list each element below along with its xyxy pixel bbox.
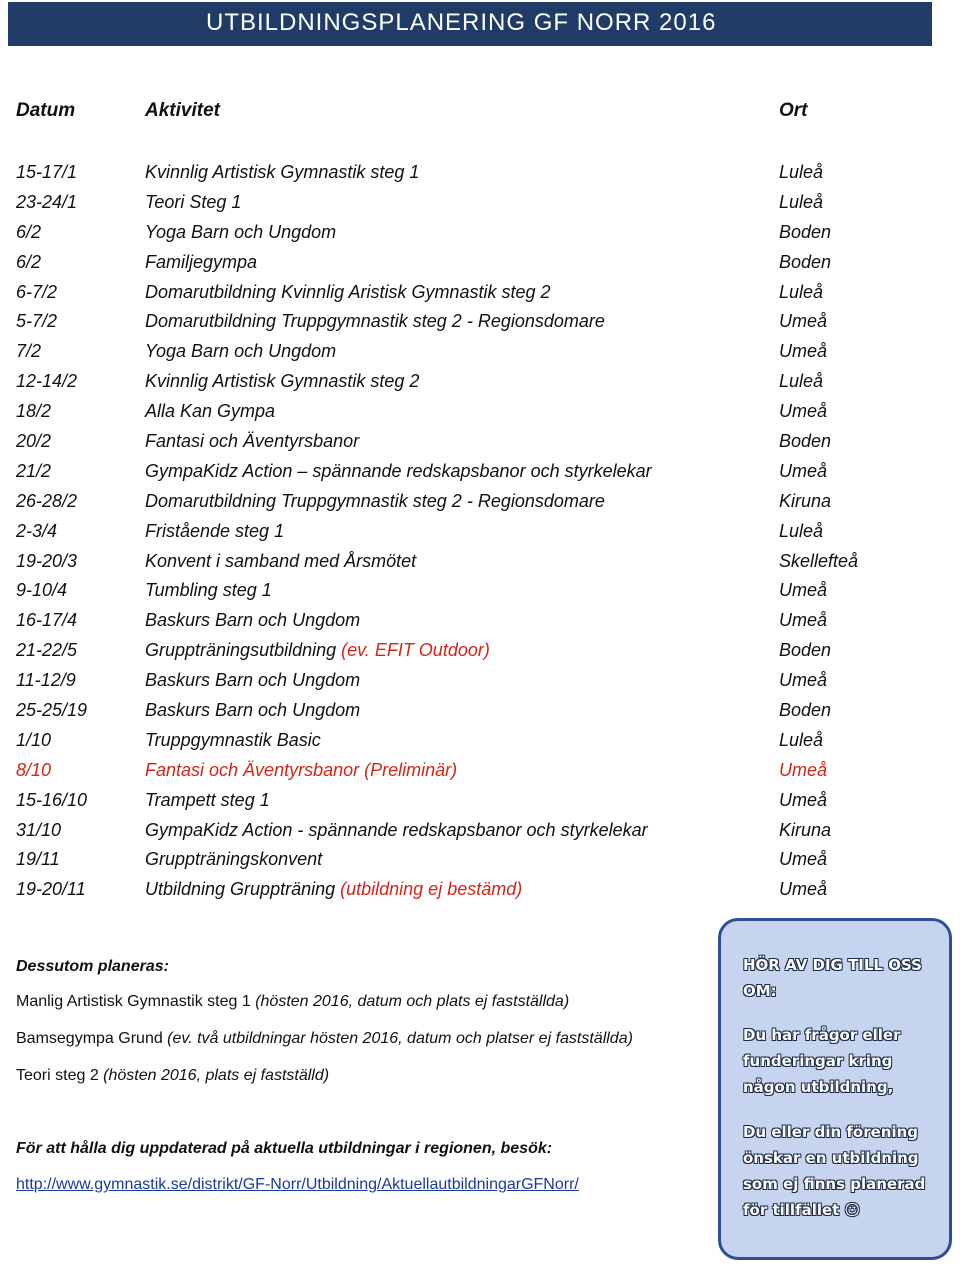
row-activity-name: Alla Kan Gympa (145, 401, 276, 422)
row-place: Umeå (779, 580, 828, 601)
schedule-row (16, 786, 916, 816)
row-date: 26-28/2 (16, 490, 78, 511)
row-activity-name: Yoga Barn och Ungdom (145, 341, 337, 362)
row-date: 2-3/4 (16, 520, 58, 541)
row-place: Umeå (779, 610, 828, 631)
row-activity (145, 307, 605, 335)
row-activity (145, 188, 241, 216)
planned-item-name: Bamsegympa Grund (16, 1030, 163, 1047)
row-activity-name: Fantasi och Äventyrsbanor (Preliminär) (145, 759, 458, 780)
row-date: 6-7/2 (16, 281, 58, 302)
row-activity (145, 337, 336, 365)
schedule-row (16, 218, 916, 248)
row-date: 23-24/1 (16, 191, 78, 212)
row-activity-name: Fristående steg 1 (145, 520, 285, 541)
schedule-row (16, 457, 916, 487)
row-place: Umeå (779, 341, 828, 362)
schedule-row (16, 367, 916, 397)
schedule-row (16, 248, 916, 278)
row-date: 5-7/2 (16, 311, 58, 332)
planned-item (16, 1065, 706, 1087)
row-activity-name: GympaKidz Action - spännande redskapsbanor och styrkelekar (145, 819, 648, 840)
schedule-row (16, 188, 916, 218)
row-activity-name: Konvent i samband med Årsmötet (145, 550, 417, 571)
row-date: 31/10 (16, 819, 62, 840)
row-place: Kiruna (779, 490, 832, 511)
row-place: Boden (779, 251, 832, 272)
row-place: Kiruna (779, 819, 832, 840)
row-date: 21/2 (16, 460, 52, 481)
row-date: 19-20/11 (16, 879, 86, 900)
schedule-row (16, 397, 916, 427)
row-activity (145, 367, 419, 395)
row-activity (145, 278, 551, 306)
schedule-row (16, 726, 916, 756)
callout-heading: HÖR AV DIG TILL OSS OM: (743, 956, 922, 1000)
row-activity-name: Truppgymnastik Basic (145, 729, 321, 750)
row-activity (145, 487, 605, 515)
row-activity (145, 427, 359, 455)
row-place: Boden (779, 700, 832, 721)
planned-item-name: Manlig Artistisk Gymnastik steg 1 (16, 993, 251, 1010)
row-activity-name: Yoga Barn och Ungdom (145, 221, 337, 242)
column-header-date: Datum (16, 100, 76, 121)
planned-item-note: (ev. två utbildningar hösten 2016, datum och platser ej fastställda) (162, 1030, 633, 1047)
info-link[interactable]: http://www.gymnastik.se/distrikt/GF-Norr/Utbildning/AktuellautbildningarGFNorr/ (16, 1176, 579, 1193)
row-activity-note: (utbildning ej bestämd) (335, 879, 523, 900)
row-place: Luleå (779, 371, 824, 392)
row-activity (145, 218, 336, 246)
planned-item (16, 991, 706, 1013)
column-header-activity: Aktivitet (145, 100, 220, 121)
row-place: Luleå (779, 162, 824, 182)
row-activity-name: Gruppträningskonvent (145, 849, 323, 870)
row-activity-name: Fantasi och Äventyrsbanor (145, 431, 360, 452)
row-date: 8/10 (16, 759, 52, 780)
schedule-row (16, 576, 916, 606)
column-header-place: Ort (779, 100, 808, 121)
row-date: 25-25/19 (16, 700, 88, 721)
schedule-row (16, 636, 916, 666)
row-activity-name: Utbildning Gruppträning (145, 879, 336, 900)
schedule-row (16, 158, 916, 188)
row-place: Umeå (779, 311, 828, 332)
schedule-row (16, 427, 916, 457)
row-activity-name: Domarutbildning Truppgymnastik steg 2 - Regionsdomare (145, 311, 605, 332)
schedule-row (16, 816, 916, 846)
row-place: Umeå (779, 401, 828, 422)
planned-item (16, 1028, 706, 1050)
row-place: Umeå (779, 759, 828, 780)
row-place: Luleå (779, 191, 824, 212)
row-date: 12-14/2 (16, 371, 78, 392)
row-activity-name: Baskurs Barn och Ungdom (145, 610, 361, 631)
row-place: Skellefteå (779, 550, 859, 571)
row-date: 20/2 (16, 431, 52, 452)
row-date: 18/2 (16, 401, 52, 422)
schedule-row (16, 606, 916, 636)
row-activity (145, 636, 490, 664)
title-banner (8, 2, 932, 46)
planned-item-note: (hösten 2016, datum och plats ej fastställda) (250, 993, 570, 1010)
schedule-row (16, 666, 916, 696)
row-date: 9-10/4 (16, 580, 68, 601)
row-activity (145, 517, 284, 545)
row-activity (145, 248, 257, 276)
row-activity-name: Domarutbildning Truppgymnastik steg 2 - Regionsdomare (145, 490, 605, 511)
row-activity-note: (ev. EFIT Outdoor) (336, 640, 490, 661)
callout-point-request: Du eller din förening önskar en utbildning som ej finns planerad för tillfället ☺ (743, 1123, 926, 1219)
planned-heading: Dessutom planeras: (16, 958, 169, 975)
planned-item-note: (hösten 2016, plats ej fastställd) (98, 1067, 330, 1084)
row-activity (145, 457, 652, 485)
schedule-row (16, 875, 916, 905)
schedule-row (16, 756, 916, 786)
row-date: 15-17/1 (16, 162, 78, 182)
row-place: Boden (779, 640, 832, 661)
contact-callout (718, 918, 952, 1260)
row-date: 6/2 (16, 221, 42, 242)
row-date: 19/11 (16, 849, 60, 870)
callout-point-questions: Du har frågor eller funderingar kring någon utbildning, (743, 1026, 901, 1096)
row-place: Luleå (779, 281, 824, 302)
row-activity (145, 845, 322, 873)
update-info-text: För att hålla dig uppdaterad på aktuella utbildningar i regionen, besök: (16, 1140, 553, 1157)
row-place: Boden (779, 221, 832, 242)
row-place: Boden (779, 431, 832, 452)
planned-item-name: Teori steg 2 (16, 1067, 99, 1084)
row-date: 11-12/9 (16, 670, 76, 691)
schedule-list (16, 158, 916, 905)
schedule-row (16, 337, 916, 367)
row-place: Umeå (779, 460, 828, 481)
row-activity-name: Trampett steg 1 (145, 789, 270, 810)
row-activity-name: Gruppträningsutbildning (145, 640, 337, 661)
schedule-row (16, 487, 916, 517)
row-activity-name: Kvinnlig Artistisk Gymnastik steg 2 (145, 371, 420, 392)
row-activity-name: Domarutbildning Kvinnlig Aristisk Gymnastik steg 2 (145, 281, 551, 302)
row-place: Luleå (779, 520, 824, 541)
row-date: 6/2 (16, 251, 42, 272)
row-activity (145, 158, 419, 186)
row-activity (145, 726, 321, 754)
row-activity-name: Baskurs Barn och Ungdom (145, 700, 361, 721)
row-activity (145, 547, 416, 575)
row-activity (145, 397, 275, 425)
schedule-row (16, 547, 916, 577)
row-activity-name: GympaKidz Action – spännande redskapsbanor och styrkelekar (145, 460, 652, 481)
schedule-row (16, 278, 916, 308)
row-activity (145, 696, 360, 724)
row-place: Umeå (779, 849, 828, 870)
schedule-row (16, 307, 916, 337)
row-activity-name: Kvinnlig Artistisk Gymnastik steg 1 (145, 162, 420, 182)
row-date: 16-17/4 (16, 610, 78, 631)
row-activity (145, 786, 270, 814)
row-place: Umeå (779, 670, 828, 691)
row-date: 21-22/5 (16, 640, 78, 661)
row-activity-name: Familjegympa (145, 251, 258, 272)
row-activity-name: Tumbling steg 1 (145, 580, 272, 601)
row-date: 7/2 (16, 341, 42, 362)
row-date: 1/10 (16, 729, 52, 750)
row-date: 15-16/10 (16, 789, 88, 810)
row-activity (145, 576, 272, 604)
row-activity-name: Baskurs Barn och Ungdom (145, 670, 361, 691)
row-activity (145, 875, 522, 903)
row-activity (145, 756, 457, 784)
row-activity (145, 666, 360, 694)
row-date: 19-20/3 (16, 550, 78, 571)
schedule-row (16, 696, 916, 726)
row-place: Luleå (779, 729, 824, 750)
row-activity (145, 606, 360, 634)
row-activity (145, 816, 648, 844)
row-place: Umeå (779, 879, 828, 900)
schedule-row (16, 517, 916, 547)
page-title: UTBILDNINGSPLANERING GF NORR 2016 (206, 9, 717, 36)
row-place: Umeå (779, 789, 828, 810)
schedule-row (16, 845, 916, 875)
row-activity-name: Teori Steg 1 (145, 191, 242, 212)
